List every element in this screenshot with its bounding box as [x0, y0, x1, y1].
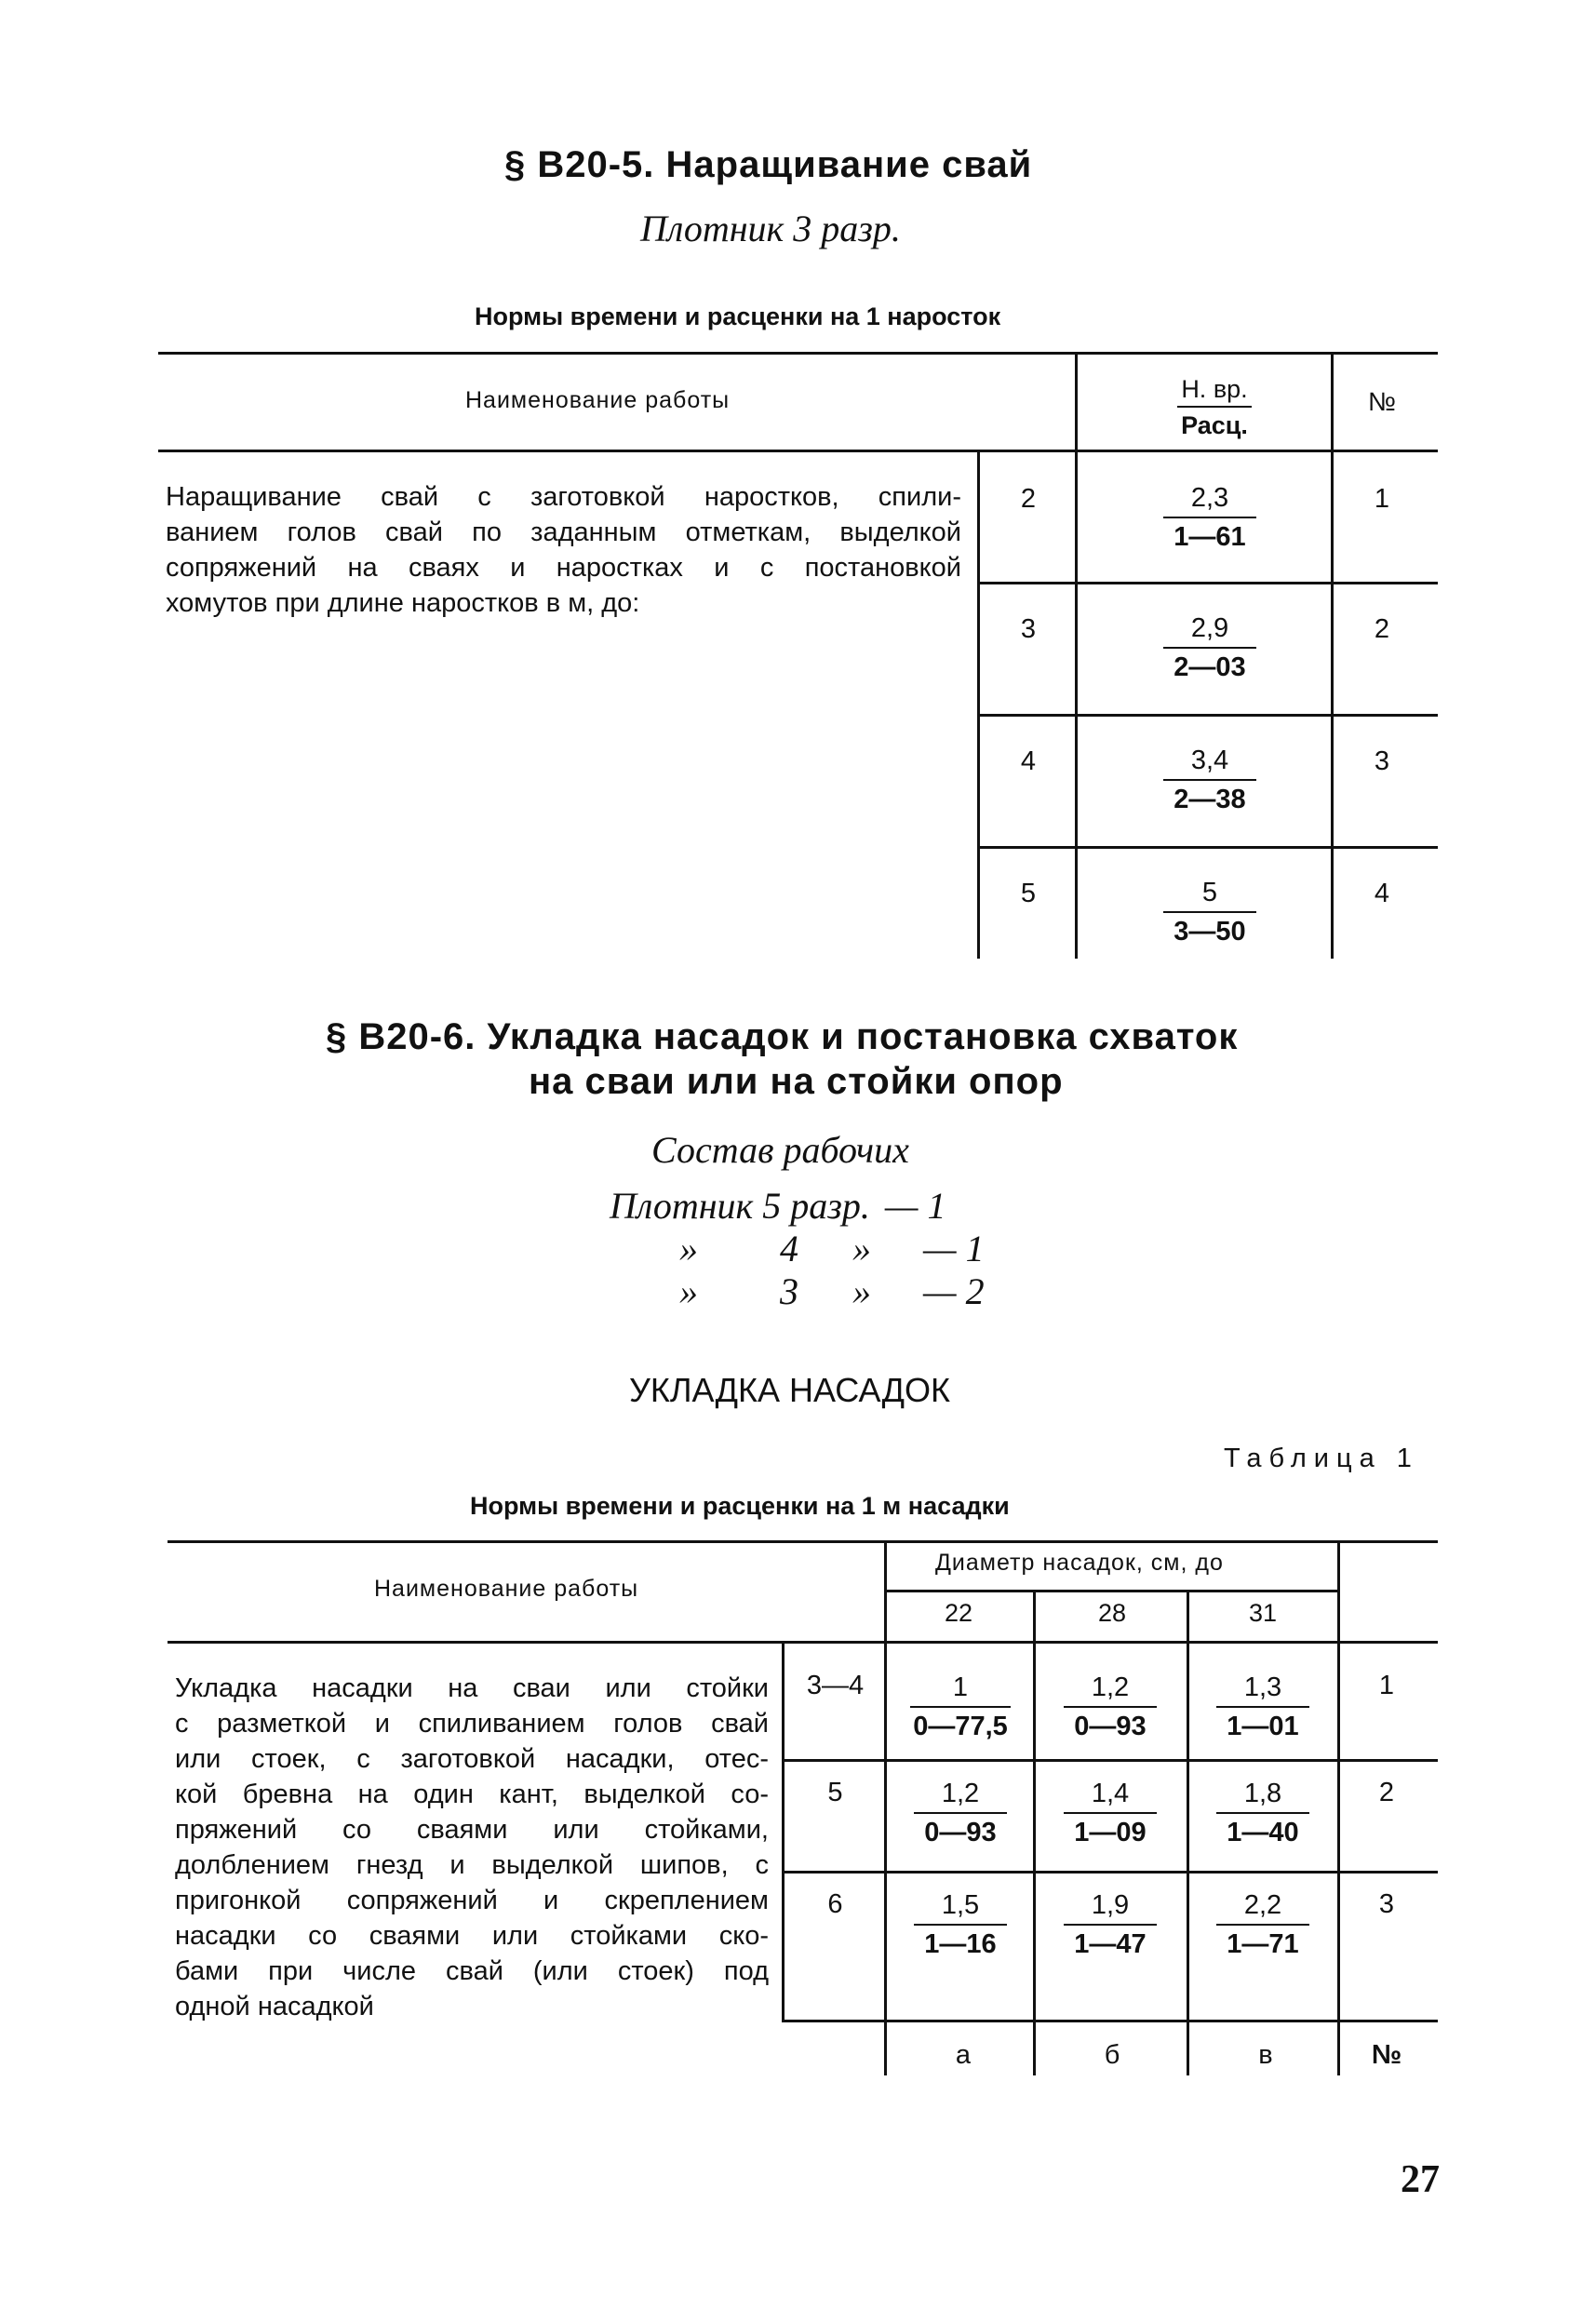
- crew-grade: Плотник 5 разр.: [610, 1185, 870, 1227]
- norm-rate: 1—01: [1227, 1712, 1299, 1741]
- norm-rate: 3—50: [1174, 917, 1246, 947]
- table1-work-description: [166, 479, 961, 621]
- desc-line: бами при числе свай (или стоек) под: [175, 1956, 769, 1986]
- table2-norm: [1212, 1669, 1314, 1745]
- table2-diameter: 31: [1248, 1599, 1278, 1627]
- table1-length: 5: [1020, 879, 1037, 908]
- norm-rate: 0—77,5: [913, 1712, 1008, 1741]
- desc-line: Наращивание свай с заготовкой наростков, спили-: [166, 482, 961, 512]
- desc-line: сопряжений на сваях и наростках и с постановкой: [166, 553, 961, 583]
- table1-no: 1: [1374, 484, 1390, 514]
- table2-diameter: 28: [1097, 1599, 1127, 1627]
- table2-col-divider: [1337, 1540, 1340, 2075]
- table2-piles: 5: [827, 1778, 843, 1807]
- table2-caption: Нормы времени и расценки на 1 м насадки: [470, 1492, 1010, 1520]
- table1-row-rule: [977, 714, 1438, 717]
- table1-row-rule: [977, 582, 1438, 584]
- table1-no: 2: [1374, 614, 1390, 644]
- table2-norm: [1212, 1887, 1314, 1963]
- table2-col-divider: [782, 1641, 785, 2022]
- ditto-mark: »: [679, 1270, 698, 1312]
- table2-col-divider: [884, 1540, 887, 2075]
- table2-row-rule: [782, 1871, 1438, 1874]
- table2-no: 2: [1378, 1778, 1395, 1807]
- desc-line: кой бревна на один кант, выделкой со-: [175, 1780, 769, 1809]
- norm-time: 2,2: [1243, 1890, 1282, 1920]
- section-title-b20-5: § В20-5. Наращивание свай: [504, 144, 1033, 185]
- crew-count: — 1: [884, 1185, 946, 1227]
- table2-header-rule: [168, 1641, 1438, 1644]
- crew-line: [610, 1184, 946, 1228]
- norm-rate: 0—93: [1074, 1712, 1147, 1741]
- section-title-b20-6-line2: на сваи или на стойки опор: [529, 1061, 1064, 1102]
- table1-norm: [1159, 874, 1261, 950]
- crew-line: [679, 1269, 985, 1313]
- table1-norm: [1159, 742, 1261, 818]
- table2-norm: [905, 1669, 1016, 1745]
- table2-bottom-rule: [782, 2020, 1438, 2022]
- norm-rate: 0—93: [924, 1818, 997, 1847]
- header-rasc: Расц.: [1181, 411, 1248, 439]
- norm-rate: 2—03: [1174, 652, 1246, 682]
- table2-top-rule: [168, 1540, 1438, 1543]
- norm-time: 1,2: [1091, 1672, 1130, 1702]
- table2-norm: [905, 1887, 1016, 1963]
- worker-grade: Плотник 3 разр.: [640, 208, 901, 249]
- crew-title: Состав рабочих: [651, 1129, 909, 1171]
- desc-line: насадки со сваями или стойками ско-: [175, 1921, 769, 1951]
- crew-line: [679, 1227, 985, 1270]
- table2-norm: [905, 1775, 1016, 1851]
- page-number: 27: [1401, 2158, 1440, 2201]
- norm-time: 5: [1201, 878, 1218, 907]
- table2-norm: [1059, 1887, 1161, 1963]
- table2-col-divider: [1033, 1591, 1036, 2075]
- table1-caption: Нормы времени и расценки на 1 наросток: [475, 302, 1001, 330]
- table1-no: 4: [1374, 879, 1390, 908]
- desc-line: или стоек, с заготовкой насадки, отес-: [175, 1744, 769, 1774]
- norm-time: 1: [952, 1672, 969, 1702]
- norm-rate: 1—09: [1074, 1818, 1147, 1847]
- norm-time: 1,9: [1091, 1890, 1130, 1920]
- ditto-mark: »: [852, 1228, 871, 1269]
- table2-norm: [1059, 1775, 1161, 1851]
- table2-piles: 3—4: [806, 1671, 865, 1700]
- table1-col-divider: [1075, 352, 1078, 450]
- table1-col-divider: [1331, 352, 1334, 959]
- subsection-heading: УКЛАДКА НАСАДОК: [629, 1371, 951, 1409]
- desc-line: пряжений со сваями или стойками,: [175, 1815, 769, 1845]
- desc-line: хомутов при длине наростков в м, до:: [166, 588, 640, 618]
- table1-col-divider: [1075, 450, 1078, 959]
- norm-time: 1,8: [1243, 1779, 1282, 1808]
- desc-line: с разметкой и спиливанием голов свай: [175, 1709, 769, 1739]
- table1-length: 2: [1020, 484, 1037, 514]
- table2-diameter: 22: [944, 1599, 973, 1627]
- table1-row-rule: [977, 846, 1438, 849]
- norm-time: 3,4: [1190, 745, 1229, 775]
- table1-header-rule: [158, 450, 1438, 452]
- norm-rate: 1—40: [1227, 1818, 1299, 1847]
- table2-footer-label: в: [1258, 2040, 1273, 2070]
- norm-time: 1,5: [941, 1890, 980, 1920]
- ditto-mark: »: [679, 1228, 698, 1269]
- norm-rate: 1—16: [924, 1929, 997, 1959]
- norm-time: 1,4: [1091, 1779, 1130, 1808]
- ditto-mark: »: [852, 1270, 871, 1312]
- table2-header-diameter: Диаметр насадок, см, до: [935, 1550, 1224, 1576]
- table2-footer-label: №: [1371, 2040, 1402, 2070]
- table2-col-divider: [1187, 1591, 1189, 2075]
- table-number: Таблица 1: [1224, 1444, 1419, 1473]
- header-hvr: Н. вр.: [1177, 372, 1251, 408]
- table2-diam-rule: [886, 1590, 1340, 1592]
- table2-norm: [1059, 1669, 1161, 1745]
- table1-length: 4: [1020, 746, 1037, 776]
- desc-line: ванием голов свай по заданным отметкам, выделкой: [166, 517, 961, 547]
- table2-piles: 6: [827, 1889, 843, 1919]
- norm-time: 2,9: [1190, 613, 1229, 643]
- desc-line: Укладка насадки на сваи или стойки: [175, 1673, 769, 1703]
- table2-no: 1: [1378, 1671, 1395, 1700]
- crew-grade-number: 3: [780, 1270, 798, 1312]
- crew-count: — 2: [923, 1270, 985, 1312]
- table2-header-name: Наименование работы: [374, 1576, 639, 1602]
- table1-length: 3: [1020, 614, 1037, 644]
- desc-line: долблением гнезд и выделкой шипов, с: [175, 1850, 769, 1880]
- table1-header-name: Наименование работы: [465, 387, 731, 413]
- table2-norm: [1212, 1775, 1314, 1851]
- norm-rate: 1—47: [1074, 1929, 1147, 1959]
- crew-grade-number: 4: [780, 1228, 798, 1269]
- table1-top-rule: [158, 352, 1438, 355]
- table2-no: 3: [1378, 1889, 1395, 1919]
- table1-norm: [1159, 479, 1261, 556]
- norm-rate: 1—71: [1227, 1929, 1299, 1959]
- norm-time: 1,2: [941, 1779, 980, 1808]
- table1-header-no: №: [1368, 387, 1398, 416]
- table1-norm: [1159, 610, 1261, 686]
- desc-line: пригонкой сопряжений и скреплением: [175, 1886, 769, 1915]
- table2-row-rule: [782, 1759, 1438, 1762]
- table2-footer-label: б: [1104, 2040, 1120, 2070]
- table2-work-description: [175, 1671, 769, 2024]
- norm-time: 2,3: [1190, 483, 1229, 513]
- desc-line: одной насадкой: [175, 1992, 374, 2021]
- norm-time: 1,3: [1243, 1672, 1282, 1702]
- norm-rate: 2—38: [1174, 785, 1246, 814]
- table1-no: 3: [1374, 746, 1390, 776]
- norm-rate: 1—61: [1174, 522, 1246, 552]
- table1-col-divider: [977, 450, 980, 959]
- section-title-b20-6-line1: § В20-6. Укладка насадок и постановка схваток: [326, 1016, 1239, 1057]
- crew-count: — 1: [923, 1228, 985, 1269]
- table1-header-norm: [1154, 372, 1275, 443]
- table2-footer-label: а: [955, 2040, 972, 2070]
